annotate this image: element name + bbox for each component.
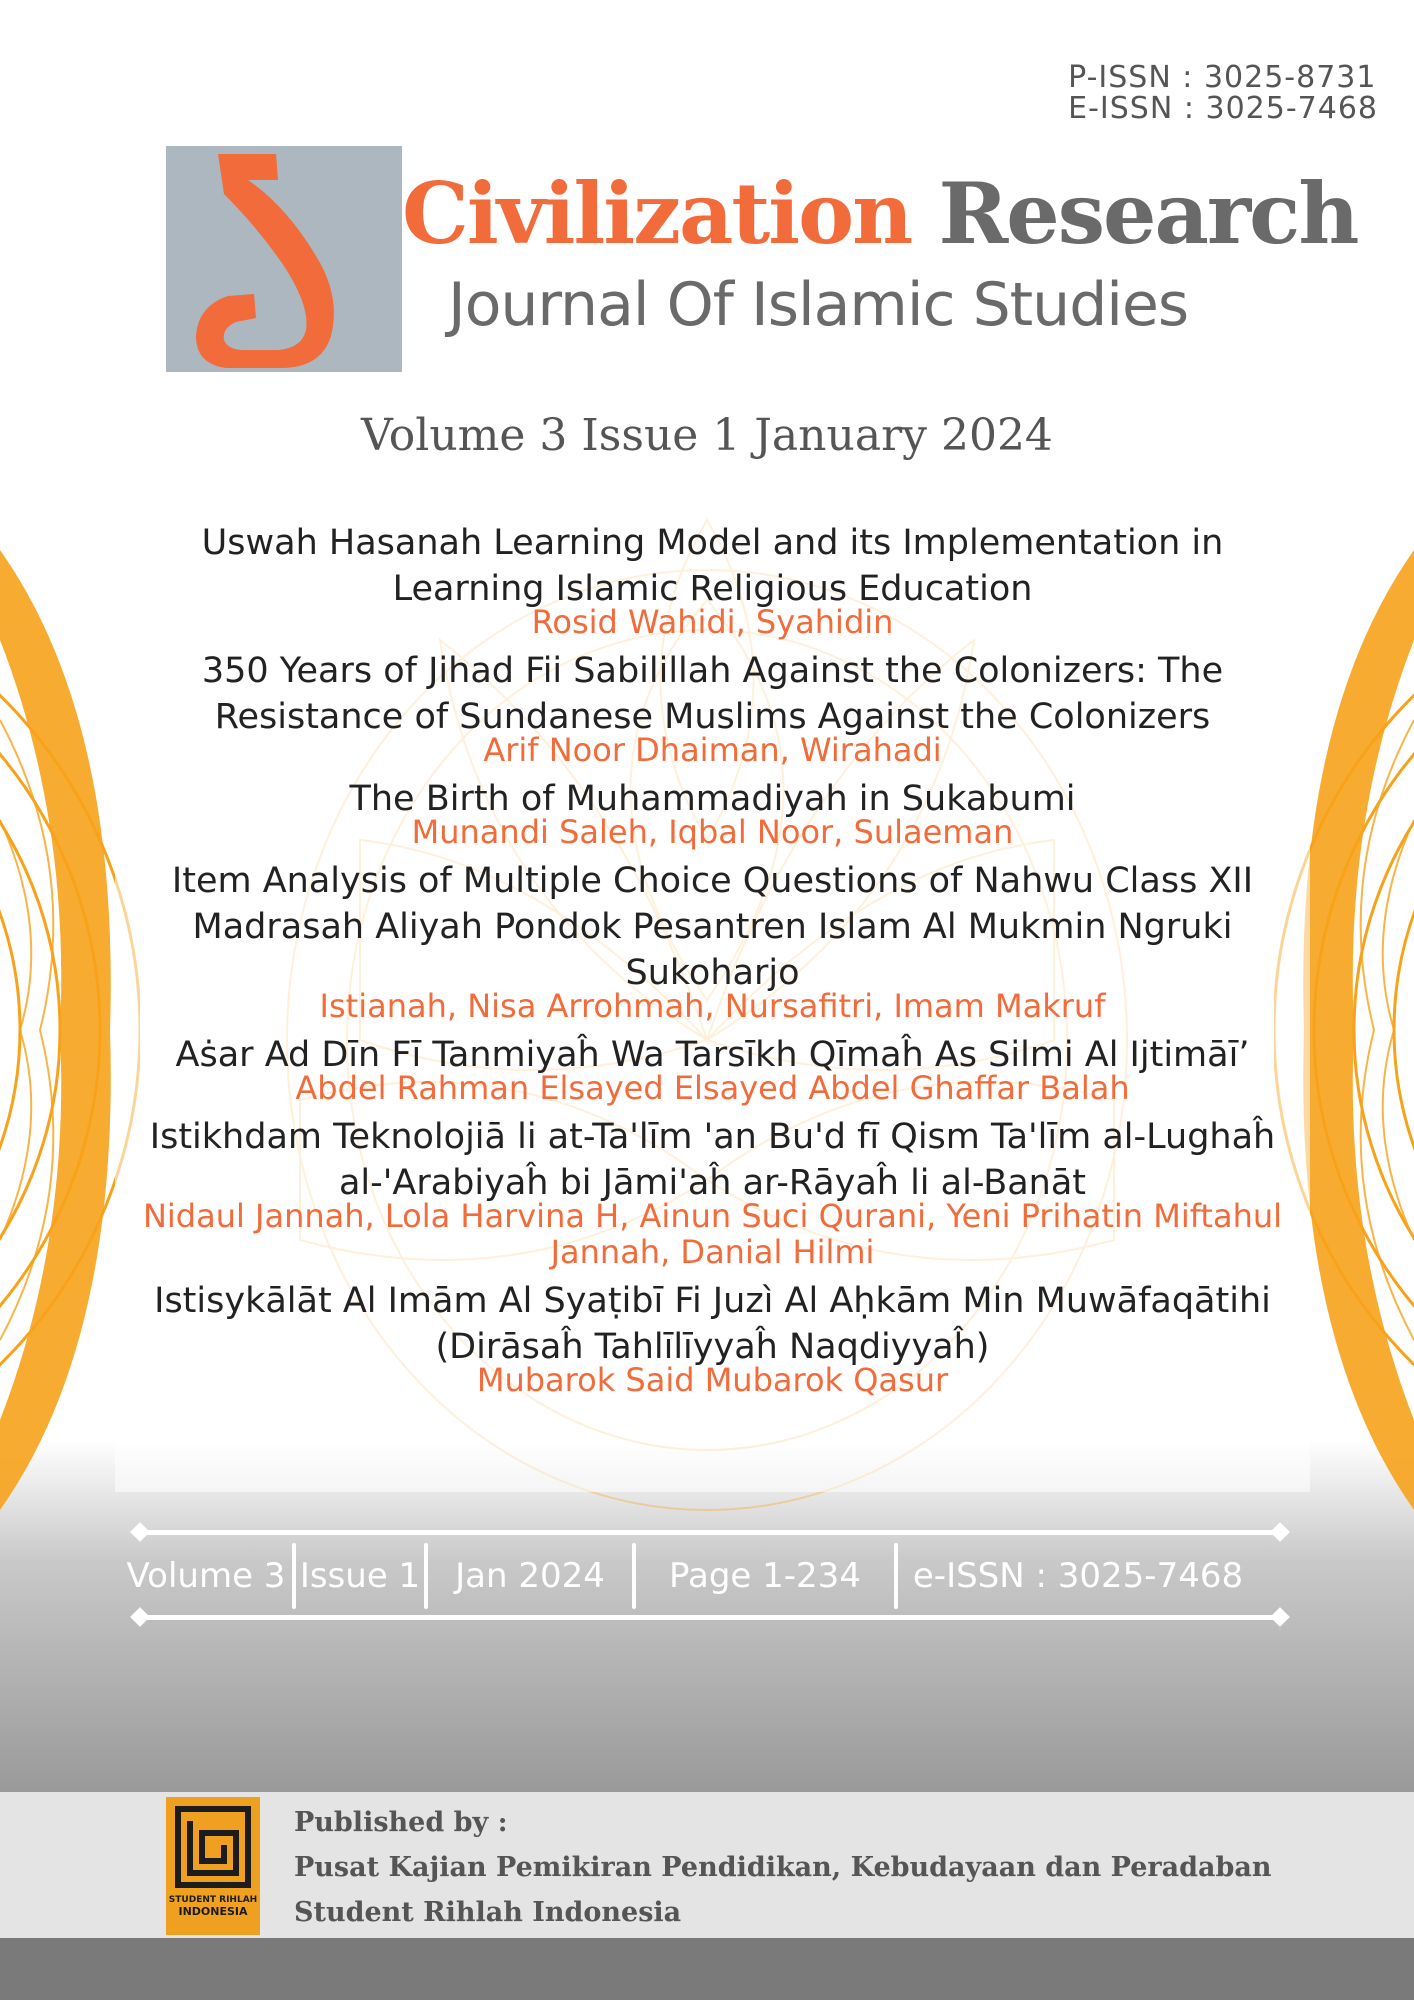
journal-title-civilization: Civilization bbox=[402, 164, 912, 263]
electronic-issn: E-ISSN : 3025-7468 bbox=[1068, 91, 1378, 126]
info-eissn: e-ISSN : 3025-7468 bbox=[912, 1556, 1244, 1596]
article-title: Uswah Hasanah Learning Model and its Implementation in Learning Islamic Religious Education bbox=[201, 523, 1224, 609]
article-item bbox=[115, 1114, 1310, 1270]
publisher-logo bbox=[166, 1797, 260, 1935]
info-issue: Issue 1 bbox=[299, 1556, 421, 1596]
publisher-text bbox=[294, 1800, 1272, 1935]
article-authors: Mubarok Said Mubarok Qasur bbox=[476, 1361, 949, 1399]
article-authors: Arif Noor Dhaiman, Wirahadi bbox=[483, 731, 942, 769]
footer-band bbox=[0, 1938, 1414, 2000]
publisher-name-line1: Pusat Kajian Pemikiran Pendidikan, Kebudayaan dan Peradaban bbox=[294, 1852, 1272, 1883]
article-authors: Istianah, Nisa Arrohmah, Nursafitri, Imam Makruf bbox=[319, 987, 1106, 1025]
issue-info-bar bbox=[126, 1520, 1290, 1630]
journal-logo bbox=[166, 146, 402, 372]
article-item bbox=[115, 648, 1310, 768]
print-issn: P-ISSN : 3025-8731 bbox=[1068, 60, 1377, 95]
info-pages: Page 1-234 bbox=[669, 1556, 861, 1596]
journal-subtitle: Journal Of Islamic Studies bbox=[448, 270, 1189, 340]
article-title: Item Analysis of Multiple Choice Questions of Nahwu Class XII Madrasah Aliyah Pondok Pesantren Islam Al Mukmin Ngruki Sukoharjo bbox=[171, 861, 1254, 993]
info-date: Jan 2024 bbox=[455, 1556, 605, 1596]
journal-title bbox=[402, 164, 1357, 264]
article-title: Istisykālāt Al Imām Al Syaṭibī Fi Juzì Al Aḥkām Min Muwāfaqātihi (Dirāsaĥ Tahlīlīyyaĥ Naqdiyyaĥ) bbox=[154, 1281, 1271, 1367]
publisher-logo-glyph-icon bbox=[166, 1797, 260, 1935]
article-item bbox=[115, 776, 1310, 850]
diamond-icon bbox=[130, 1607, 150, 1627]
article-title: Aṡar Ad Dīn Fī Tanmiyaĥ Wa Tarsīkh Qīmaĥ As Silmi Al Ijtimāī’ bbox=[175, 1035, 1250, 1075]
info-bar-items bbox=[120, 1542, 1300, 1610]
article-authors: Rosid Wahidi, Syahidin bbox=[531, 603, 894, 641]
publisher-name-line2: Student Rihlah Indonesia bbox=[294, 1897, 682, 1928]
article-item bbox=[115, 1032, 1310, 1106]
diamond-icon bbox=[130, 1522, 150, 1542]
issue-heading: Volume 3 Issue 1 January 2024 bbox=[361, 410, 1053, 461]
publisher-logo-text-1: STUDENT RIHLAH bbox=[168, 1895, 258, 1905]
article-item bbox=[115, 858, 1310, 1024]
info-bar-top-rule bbox=[140, 1530, 1280, 1535]
info-bar-bottom-rule bbox=[140, 1615, 1280, 1620]
diamond-icon bbox=[1270, 1522, 1290, 1542]
article-title: The Birth of Muhammadiyah in Sukabumi bbox=[349, 779, 1076, 819]
article-authors: Nidaul Jannah, Lola Harvina H, Ainun Suci Qurani, Yeni Prihatin Miftahul Jannah, Danial Hilmi bbox=[142, 1197, 1283, 1271]
info-volume: Volume 3 bbox=[126, 1556, 286, 1596]
article-title: 350 Years of Jihad Fii Sabilillah Against the Colonizers: The Resistance of Sundanese Muslims Against the Colonizers bbox=[201, 651, 1224, 737]
issn-block bbox=[1068, 62, 1378, 124]
publisher-label: Published by : bbox=[294, 1807, 508, 1838]
diamond-icon bbox=[1270, 1607, 1290, 1627]
article-item bbox=[115, 1278, 1310, 1398]
article-item bbox=[115, 520, 1310, 640]
journal-title-research: Research bbox=[938, 164, 1358, 263]
article-title: Istikhdam Teknolojiā li at-Ta'līm 'an Bu'd fī Qism Ta'līm al-Lughaĥ al-'Arabiyaĥ bi Jāmi'aĥ ar-Rāyaĥ li al-Banāt bbox=[149, 1117, 1276, 1203]
article-list bbox=[115, 520, 1310, 1406]
publisher-logo-text-2: INDONESIA bbox=[178, 1905, 248, 1918]
article-authors: Munandi Saleh, Iqbal Noor, Sulaeman bbox=[411, 813, 1014, 851]
article-authors: Abdel Rahman Elsayed Elsayed Abdel Ghaffar Balah bbox=[295, 1069, 1130, 1107]
journal-logo-glyph-icon bbox=[166, 146, 402, 372]
